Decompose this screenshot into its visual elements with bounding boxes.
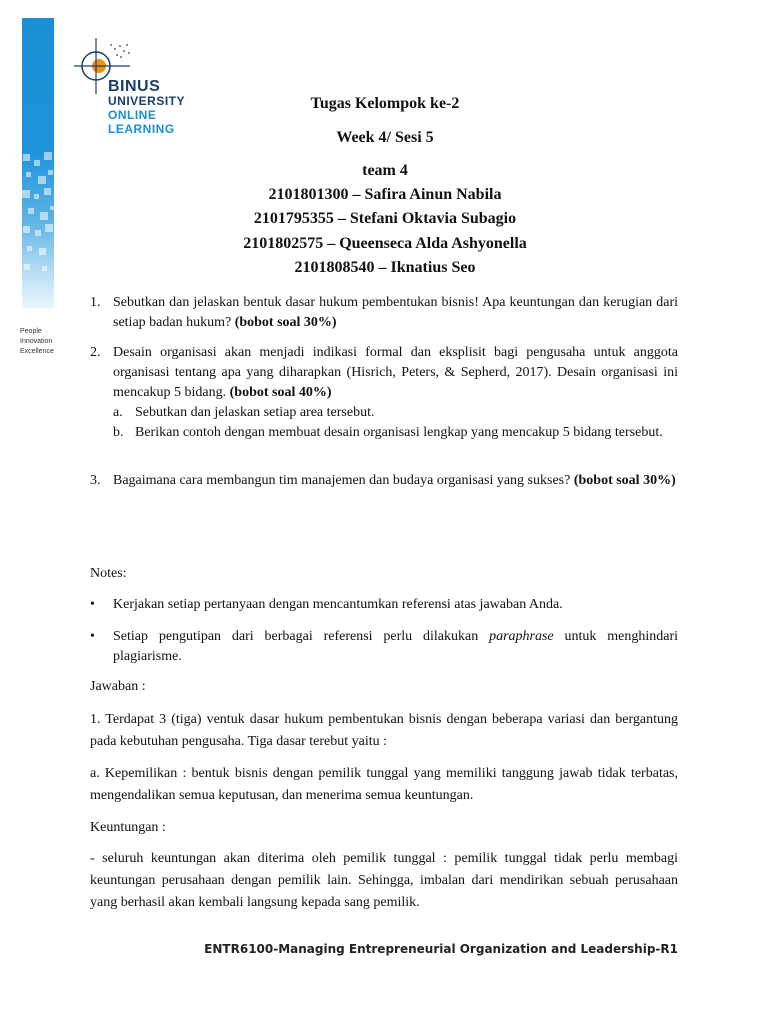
course-footer: ENTR6100-Managing Entrepreneurial Organization and Leadership-R1 bbox=[204, 942, 678, 956]
question-weight: (bobot soal 30%) bbox=[234, 315, 337, 330]
question-2a bbox=[113, 403, 678, 423]
member-1: 2101801300 – Safira Ainun Nabila bbox=[268, 186, 502, 203]
tagline-innovation: Innovation bbox=[20, 338, 53, 345]
question-2b bbox=[113, 423, 678, 443]
sub-letter: a. bbox=[113, 405, 123, 420]
note-italic-term: paraphrase bbox=[489, 629, 554, 644]
assignment-title: Tugas Kelompok ke-2 bbox=[310, 95, 460, 112]
question-3 bbox=[90, 471, 678, 491]
sub-text: Berikan contoh dengan membuat desain organisasi lengkap yang mencakup 5 bidang tersebut. bbox=[135, 425, 663, 440]
note-text-tail: untuk menghindari plagiarisme. bbox=[113, 629, 678, 664]
question-text: Sebutkan dan jelaskan bentuk dasar hukum pembentukan bisnis! Apa keuntungan dan kerugian dari setiap badan hukum? bbox=[113, 295, 678, 330]
sub-text: Sebutkan dan jelaskan setiap area tersebut. bbox=[135, 405, 375, 420]
note-bullet-2 bbox=[90, 627, 678, 667]
logo-binus: BINUS bbox=[108, 78, 161, 95]
tagline-excellence: Excellence bbox=[20, 348, 54, 355]
brand-tagline bbox=[20, 327, 54, 357]
answer-paragraph-1: 1. Terdapat 3 (tiga) ventuk dasar hukum pembentukan bisnis dengan beberapa variasi dan bergantung pada kebutuhan pengusaha. Tiga dasar terebut yaitu : bbox=[90, 712, 678, 749]
question-number: 1. bbox=[90, 295, 101, 310]
member-2: 2101795355 – Stefani Oktavia Subagio bbox=[253, 210, 517, 227]
member-3: 2101802575 – Queenseca Alda Ashyonella bbox=[243, 235, 527, 252]
question-number: 2. bbox=[90, 345, 101, 360]
note-bullet-1 bbox=[90, 595, 678, 615]
brand-sidebar bbox=[0, 0, 58, 320]
answer-paragraph-2: a. Kepemilikan : bentuk bisnis dengan pemilik tunggal yang memiliki tanggung jawab tidak terbatas, mengendalikan semua keputusan, dan menerima semua keuntungan. bbox=[90, 766, 678, 803]
notes-label: Notes: bbox=[90, 566, 127, 581]
question-text: Bagaimana cara membangun tim manajemen dan budaya organisasi yang sukses? bbox=[113, 473, 571, 488]
question-weight: (bobot soal 30%) bbox=[573, 473, 676, 488]
week-session: Week 4/ Sesi 5 bbox=[336, 129, 434, 146]
note-text: Setiap pengutipan dari berbagai referensi perlu dilakukan bbox=[113, 629, 490, 644]
question-1 bbox=[90, 293, 678, 333]
sub-letter: b. bbox=[113, 425, 124, 440]
member-4: 2101808540 – Iknatius Seo bbox=[294, 259, 476, 276]
question-2 bbox=[90, 343, 678, 403]
note-text: Kerjakan setiap pertanyaan dengan mencantumkan referensi atas jawaban Anda. bbox=[113, 597, 563, 612]
brand-pattern-dots bbox=[20, 150, 56, 300]
logo-university: UNIVERSITY bbox=[108, 94, 186, 108]
team-name: team 4 bbox=[362, 162, 408, 179]
advantages-label: Keuntungan : bbox=[90, 820, 166, 835]
bullet-icon: • bbox=[90, 629, 95, 644]
answer-label: Jawaban : bbox=[90, 679, 146, 694]
question-weight: (bobot soal 40%) bbox=[229, 385, 332, 400]
question-number: 3. bbox=[90, 473, 101, 488]
logo-online: ONLINE bbox=[108, 108, 157, 122]
question-text: Desain organisasi akan menjadi indikasi formal dan eksplisit bagi pengusaha untuk anggota organisasi tentang apa yang diharapkan (Hisrich, Peters, & Sepherd, 2017). Desain organisasi ini mencakup 5 bidang. bbox=[113, 345, 678, 400]
tagline-people: People bbox=[20, 328, 42, 335]
answer-paragraph-3: - seluruh keuntungan akan diterima oleh pemilik tunggal : pemilik tunggal tidak perlu membagi keuntungan perusahaan dengan pemilik lain. Sehingga, imbalan dari mendirikan sebuah perusahaan yang berhasil akan kembali langsung kepada sang pemilik. bbox=[90, 851, 678, 910]
logo-learning: LEARNING bbox=[108, 122, 175, 136]
bullet-icon: • bbox=[90, 597, 95, 612]
